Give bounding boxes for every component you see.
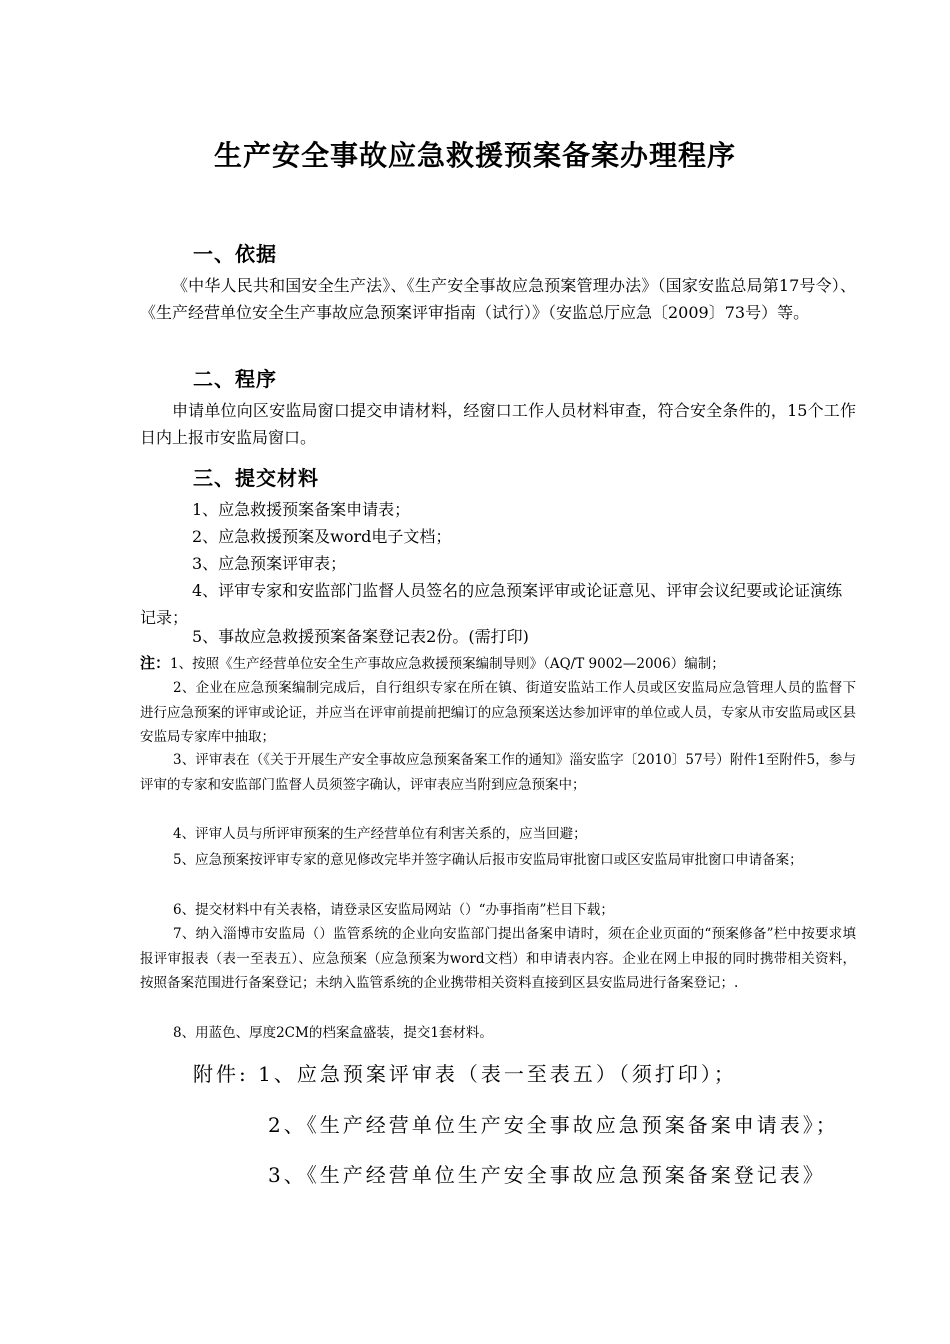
note-text: 1、按照《生产经营单位安全生产事故应急救援预案编制导则》（AQ/T 9002—2006）编制；: [170, 656, 725, 672]
note-item: 6、提交材料中有关表格，请登录区安监局网站（）“办事指南”栏目下载；: [173, 902, 614, 918]
note-item: [140, 651, 856, 677]
material-item: 3、应急预案评审表；: [192, 554, 347, 573]
note-item: 2、企业在应急预案编制完成后，自行组织专家在所在镇、街道安监站工作人员或区安监局应急管理人员的监督下进行应急预案的评审或论证，并应当在评审前提前把编订的应急预案送达参加评审的单位或人员，专家从市安监局或区县安监局专家库中抽取；: [140, 680, 856, 745]
note-item: 4、评审人员与所评审预案的生产经营单位有利害关系的，应当回避；: [173, 826, 587, 842]
section-heading-procedure: 二、程序: [193, 367, 277, 391]
section-heading-materials: 三、提交材料: [193, 466, 319, 490]
attachment-line: 2、《生产经营单位生产安全事故应急预案备案申请表》；: [268, 1113, 839, 1137]
section-text-basis: 《中华人民共和国安全生产法》、《生产安全事故应急预案管理办法》（国家安监总局第17号令）、《生产经营单位安全生产事故应急预案评审指南（试行）》（安监总厅应急〔2009〕73号）等。: [140, 276, 856, 322]
material-item: 2、应急救援预案及word电子文档；: [192, 527, 452, 546]
material-item: 5、事故应急救援预案备案登记表2份。(需打印): [192, 627, 529, 646]
attachment-line: 附件: 1、应急预案评审表（表一至表五）（须打印）；: [193, 1062, 737, 1086]
section-text-procedure: 申请单位向区安监局窗口提交申请材料，经窗口工作人员材料审查，符合安全条件的，15个工作日内上报市安监局窗口。: [140, 401, 856, 447]
section-heading-basis: 一、依据: [193, 242, 277, 266]
material-item: 1、应急救援预案备案申请表；: [192, 500, 411, 519]
note-item: 7、纳入淄博市安监局（）监管系统的企业向安监部门提出备案申请时，须在企业页面的“预案修备”栏中按要求填报评审报表（表一至表五）、应急预案（应急预案为word文档）和申请表内容。企业在网上申报的同时携带相关资料，按照备案范围进行备案登记；未纳入监管系统的企业携带相关资料直接到区县安监局进行备案登记；.: [140, 926, 856, 991]
note-item: 3、评审表在（《关于开展生产安全事故应急预案备案工作的通知》淄安监字〔2010〕57号）附件1至附件5，参与评审的专家和安监部门监督人员须签字确认，评审表应当附到应急预案中；: [140, 752, 856, 793]
note-item: 8、用蓝色、厚度2CM的档案盒盛装，提交1套材料。: [173, 1025, 493, 1041]
document-title: 生产安全事故应急救援预案备案办理程序: [213, 139, 736, 172]
note-item: 5、应急预案按评审专家的意见修改完毕并签字确认后报市安监局审批窗口或区安监局审批窗口申请备案；: [173, 852, 803, 868]
material-item: 4、评审专家和安监部门监督人员签名的应急预案评审或论证意见、评审会议纪要或论证演练记录；: [140, 581, 843, 627]
attachment-line: 3、《生产经营单位生产安全事故应急预案备案登记表》: [268, 1163, 826, 1187]
note-label: 注：: [140, 654, 171, 672]
